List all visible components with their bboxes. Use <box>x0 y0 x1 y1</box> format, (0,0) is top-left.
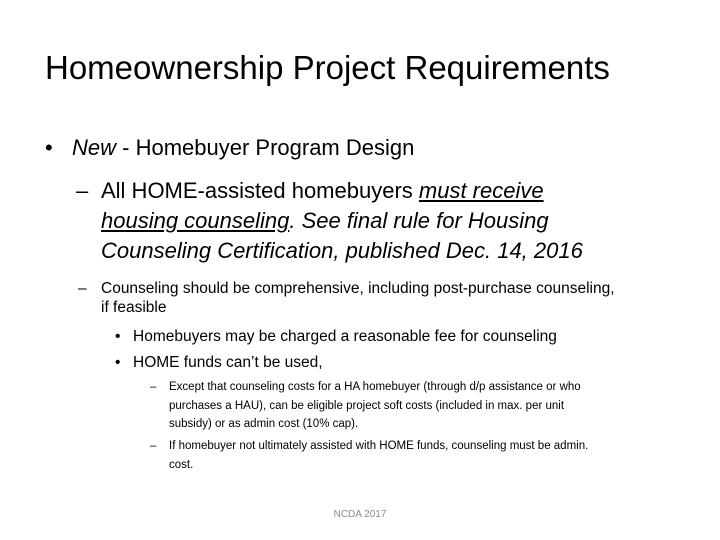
except-line-2: purchases a HAU), can be eligible project soft costs (included in max. per unit <box>169 399 565 412</box>
bullet-program-design <box>72 133 414 163</box>
admin-line-2: cost. <box>169 458 194 471</box>
program-design-text: - Homebuyer Program Design <box>116 135 415 160</box>
fee-item: Homebuyers may be charged a reasonable fee for counseling <box>133 328 557 345</box>
housing-counseling-text: housing counseling <box>101 208 290 233</box>
bullet-marker: • <box>45 135 53 160</box>
except-line-1: Except that counseling costs for a HA homebuyer (through d/p assistance or who <box>169 381 581 393</box>
funds-item: HOME funds can’t be used, <box>133 354 323 371</box>
final-rule-text: . See final rule for Housing <box>289 208 549 233</box>
dash-marker: – <box>76 178 89 203</box>
counseling-requirement-line-2 <box>101 206 549 235</box>
comprehensive-line-1: Counseling should be comprehensive, including post-purchase counseling, <box>101 280 615 297</box>
bullet-marker: • <box>115 328 121 345</box>
new-label: New <box>72 135 117 160</box>
dash-marker: – <box>150 440 157 452</box>
must-receive-text: must receive <box>418 178 544 203</box>
except-line-3: subsidy) or as admin cost (10% cap). <box>169 418 359 430</box>
slide-footer: NCDA 2017 <box>333 509 387 520</box>
slide-title: Homeownership Project Requirements <box>45 49 610 86</box>
dash-marker: – <box>150 381 157 393</box>
counseling-requirement-line-1 <box>101 176 544 205</box>
requirement-text: All HOME-assisted homebuyers <box>101 178 419 203</box>
counseling-requirement-line-3: Counseling Certification, published Dec. 14, 2016 <box>101 238 583 263</box>
bullet-marker: • <box>115 354 121 371</box>
dash-marker: – <box>78 280 87 297</box>
comprehensive-line-2: if feasible <box>101 299 167 316</box>
admin-line-1: If homebuyer not ultimately assisted with HOME funds, counseling must be admin. <box>169 440 589 452</box>
